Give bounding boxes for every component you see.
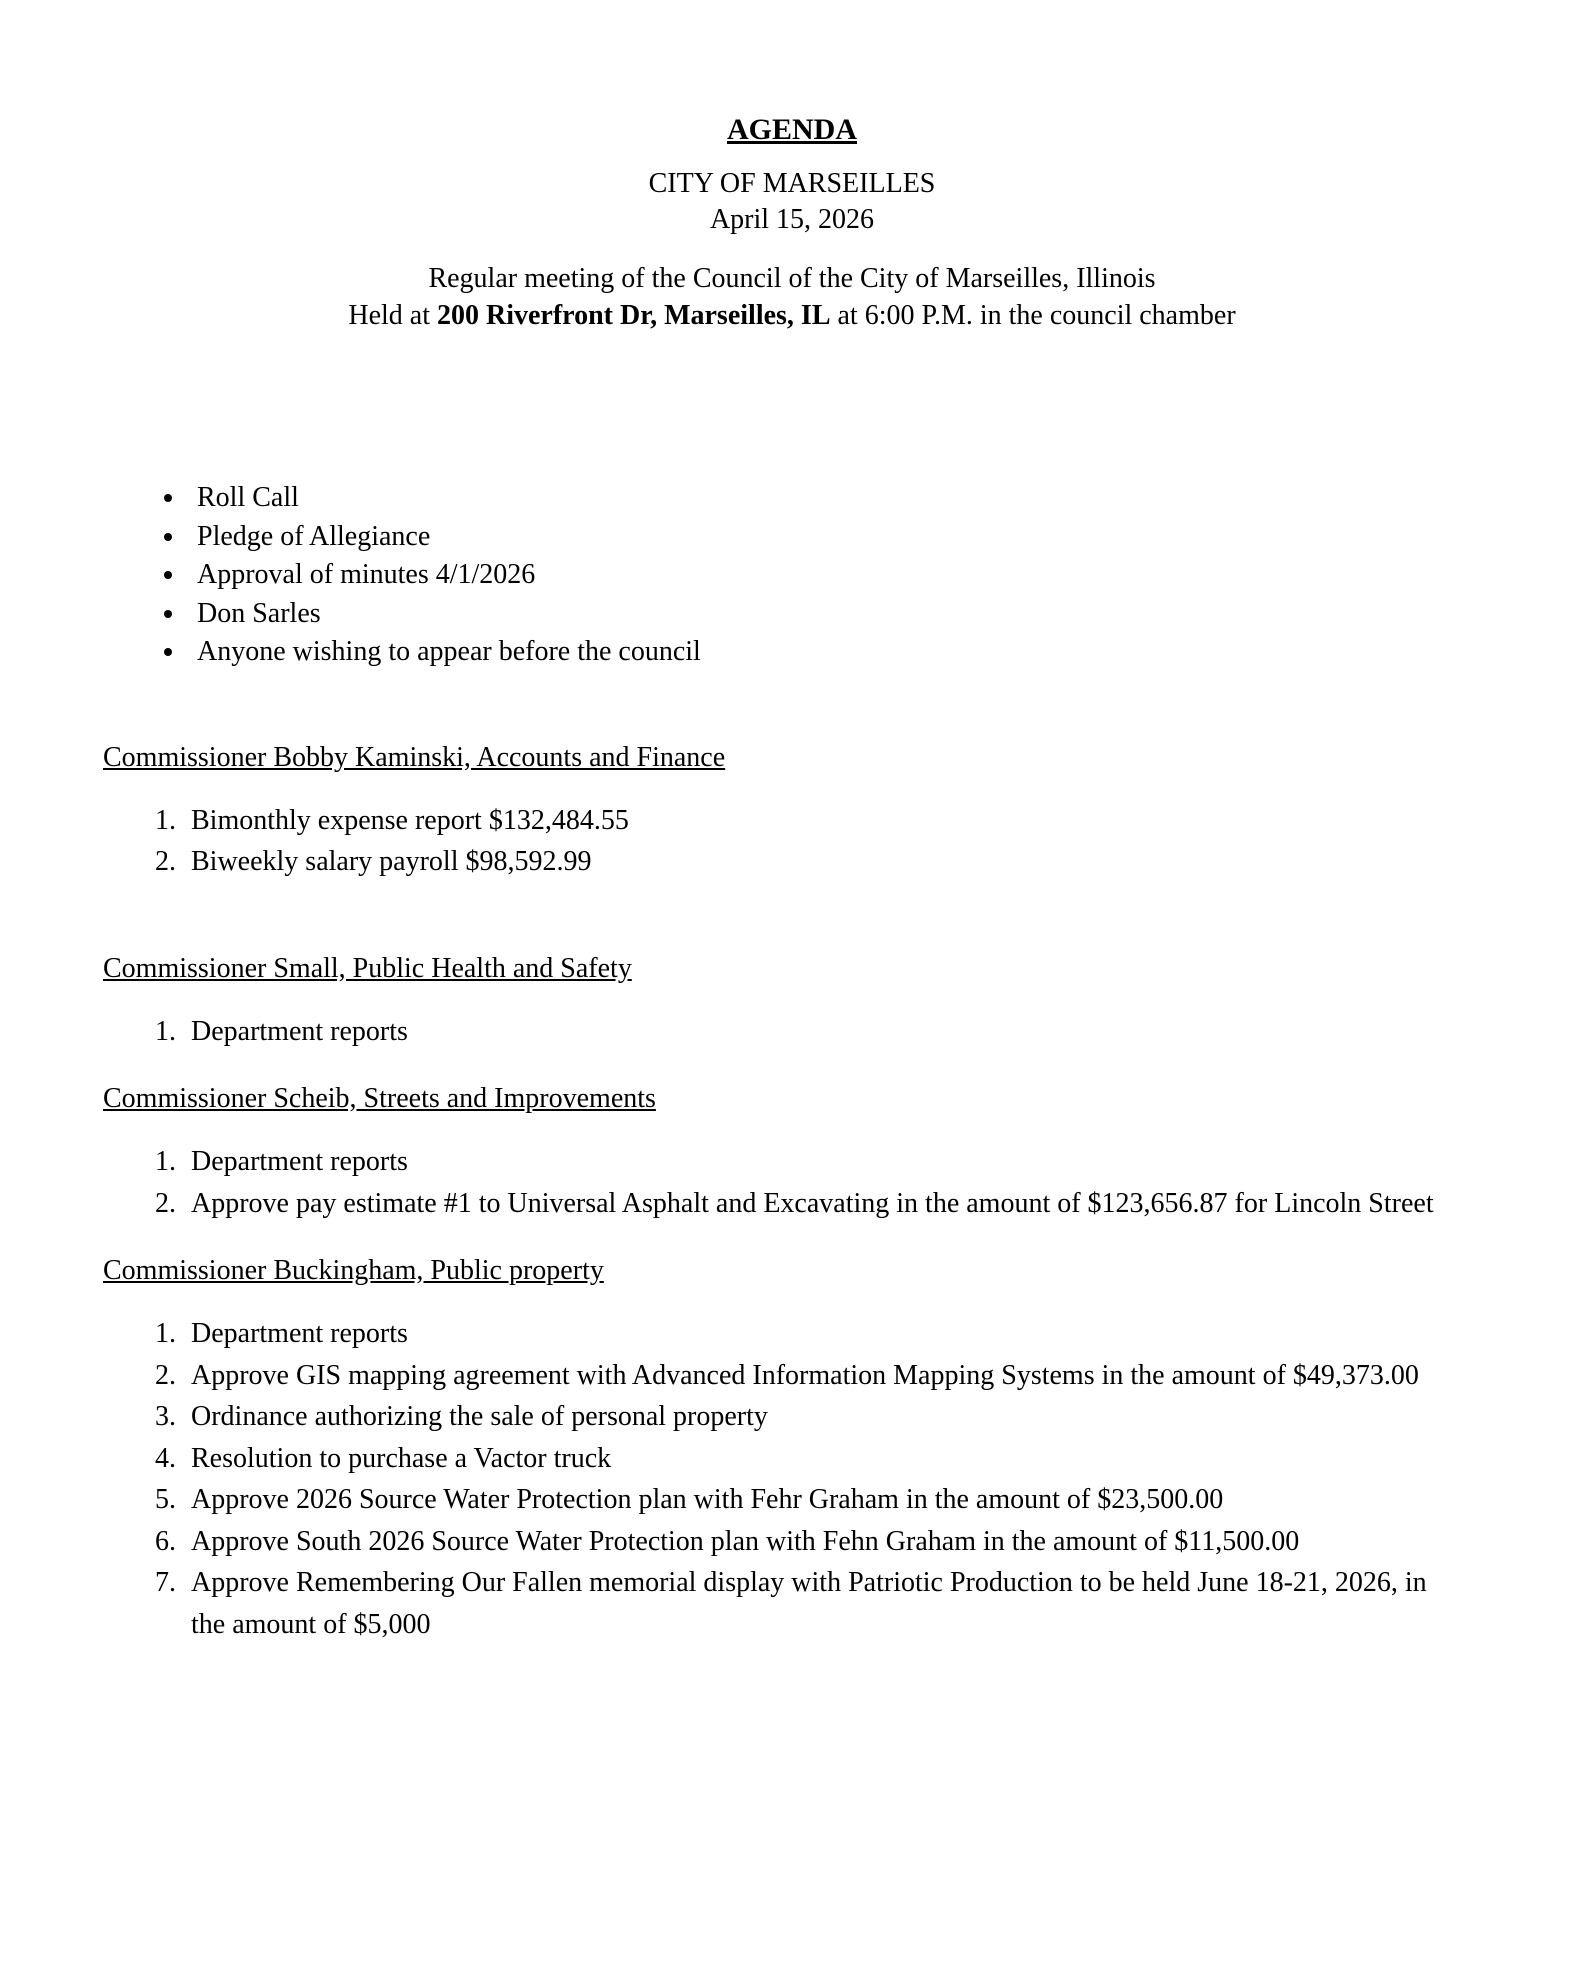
- meeting-date: April 15, 2026: [709, 204, 875, 235]
- organization-name: CITY OF MARSEILLES: [648, 168, 936, 199]
- list-item: • Roll Call: [187, 479, 1448, 518]
- list-item: 1. Department reports: [183, 1141, 1448, 1183]
- list-item: 2. Approve GIS mapping agreement with Advanced Information Mapping Systems in the amount of $49,373.00: [183, 1355, 1448, 1397]
- list-item: 6. Approve South 2026 Source Water Protection plan with Fehn Graham in the amount of $11,500.00: [183, 1521, 1448, 1563]
- section-items-list: [103, 1141, 1448, 1224]
- meeting-location-line: [103, 297, 1481, 334]
- section-public-property: [103, 1251, 1481, 1645]
- held-at-suffix: at 6:00 P.M. in the council chamber: [830, 300, 1236, 331]
- section-items-list: [103, 1313, 1448, 1645]
- section-streets-and-improvements: [103, 1079, 1481, 1224]
- list-item: 3. Ordinance authorizing the sale of personal property: [183, 1396, 1448, 1438]
- list-item: 1. Bimonthly expense report $132,484.55: [183, 800, 1448, 842]
- section-accounts-and-finance: [103, 738, 1481, 883]
- list-item: 5. Approve 2026 Source Water Protection plan with Fehr Graham in the amount of $23,500.00: [183, 1479, 1448, 1521]
- meeting-description-line1: Regular meeting of the Council of the City of Marseilles, Illinois: [428, 263, 1156, 294]
- meeting-description: [103, 260, 1481, 334]
- list-item: 2. Biweekly salary payroll $98,592.99: [183, 841, 1448, 883]
- meeting-address: 200 Riverfront Dr, Marseilles, IL: [437, 300, 831, 331]
- section-heading: Commissioner Scheib, Streets and Improvements: [103, 1083, 656, 1114]
- section-items-list: [103, 1011, 1448, 1053]
- document-title: AGENDA: [726, 113, 857, 146]
- list-item: 1. Department reports: [183, 1011, 1448, 1053]
- list-item: • Approval of minutes 4/1/2026: [187, 556, 1448, 595]
- document-header: [103, 112, 1481, 334]
- held-at-prefix: Held at: [348, 300, 437, 331]
- section-items-list: [103, 800, 1448, 883]
- section-public-health-and-safety: [103, 949, 1481, 1053]
- list-item: 4. Resolution to purchase a Vactor truck: [183, 1438, 1448, 1480]
- section-heading: Commissioner Small, Public Health and Safety: [103, 952, 632, 984]
- opening-items-list: [103, 479, 1448, 672]
- section-heading: Commissioner Bobby Kaminski, Accounts and Finance: [103, 741, 726, 773]
- list-item: • Anyone wishing to appear before the council: [187, 633, 1448, 672]
- list-item: • Don Sarles: [187, 595, 1448, 634]
- list-item: 7. Approve Remembering Our Fallen memorial display with Patriotic Production to be held June 18-21, 2026, in the amount of $5,000: [183, 1562, 1448, 1645]
- section-heading: Commissioner Buckingham, Public property: [103, 1255, 604, 1286]
- list-item: 2. Approve pay estimate #1 to Universal Asphalt and Excavating in the amount of $123,656.87 for Lincoln Street: [183, 1183, 1448, 1225]
- list-item: 1. Department reports: [183, 1313, 1448, 1355]
- list-item: • Pledge of Allegiance: [187, 518, 1448, 557]
